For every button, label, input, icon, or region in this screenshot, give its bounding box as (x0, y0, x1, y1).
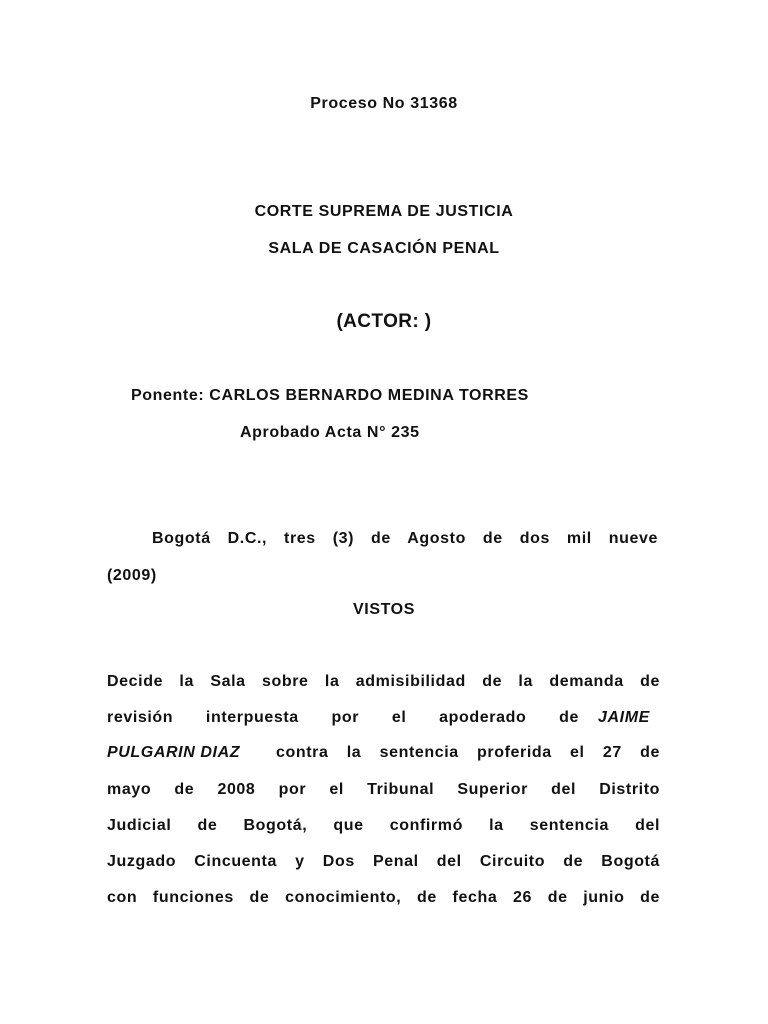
date-line-1: Bogotá D.C., tres (3) de Agosto de dos mil nueve (152, 530, 658, 547)
body-line-3: contra la sentencia proferida el 27 de (276, 744, 660, 761)
body-line-7: con funciones de conocimiento, de fecha 26 de junio de (107, 889, 660, 906)
chamber-name: SALA DE CASACIÓN PENAL (268, 240, 500, 257)
body-line-6: Juzgado Cincuenta y Dos Penal del Circuito de Bogotá (107, 853, 660, 870)
body-line-1: Decide la Sala sobre la admisibilidad de la demanda de (107, 673, 660, 690)
body-line-5: Judicial de Bogotá, que confirmó la sentencia del (107, 817, 660, 834)
vistos-heading: VISTOS (353, 601, 415, 618)
body-line-2-name: JAIME (598, 709, 650, 726)
actor-label: (ACTOR: ) (336, 311, 432, 332)
date-line-2: (2009) (107, 567, 157, 584)
body-line-3-name: PULGARIN DIAZ (107, 744, 241, 761)
court-name: CORTE SUPREMA DE JUSTICIA (254, 203, 514, 220)
body-line-4: mayo de 2008 por el Tribunal Superior del Distrito (107, 781, 660, 798)
ponente-line: Ponente: CARLOS BERNARDO MEDINA TORRES (131, 387, 529, 404)
case-number: Proceso No 31368 (310, 95, 458, 112)
body-line-2: revisión interpuesta por el apoderado de (107, 709, 579, 726)
acta-line: Aprobado Acta N° 235 (240, 424, 420, 441)
